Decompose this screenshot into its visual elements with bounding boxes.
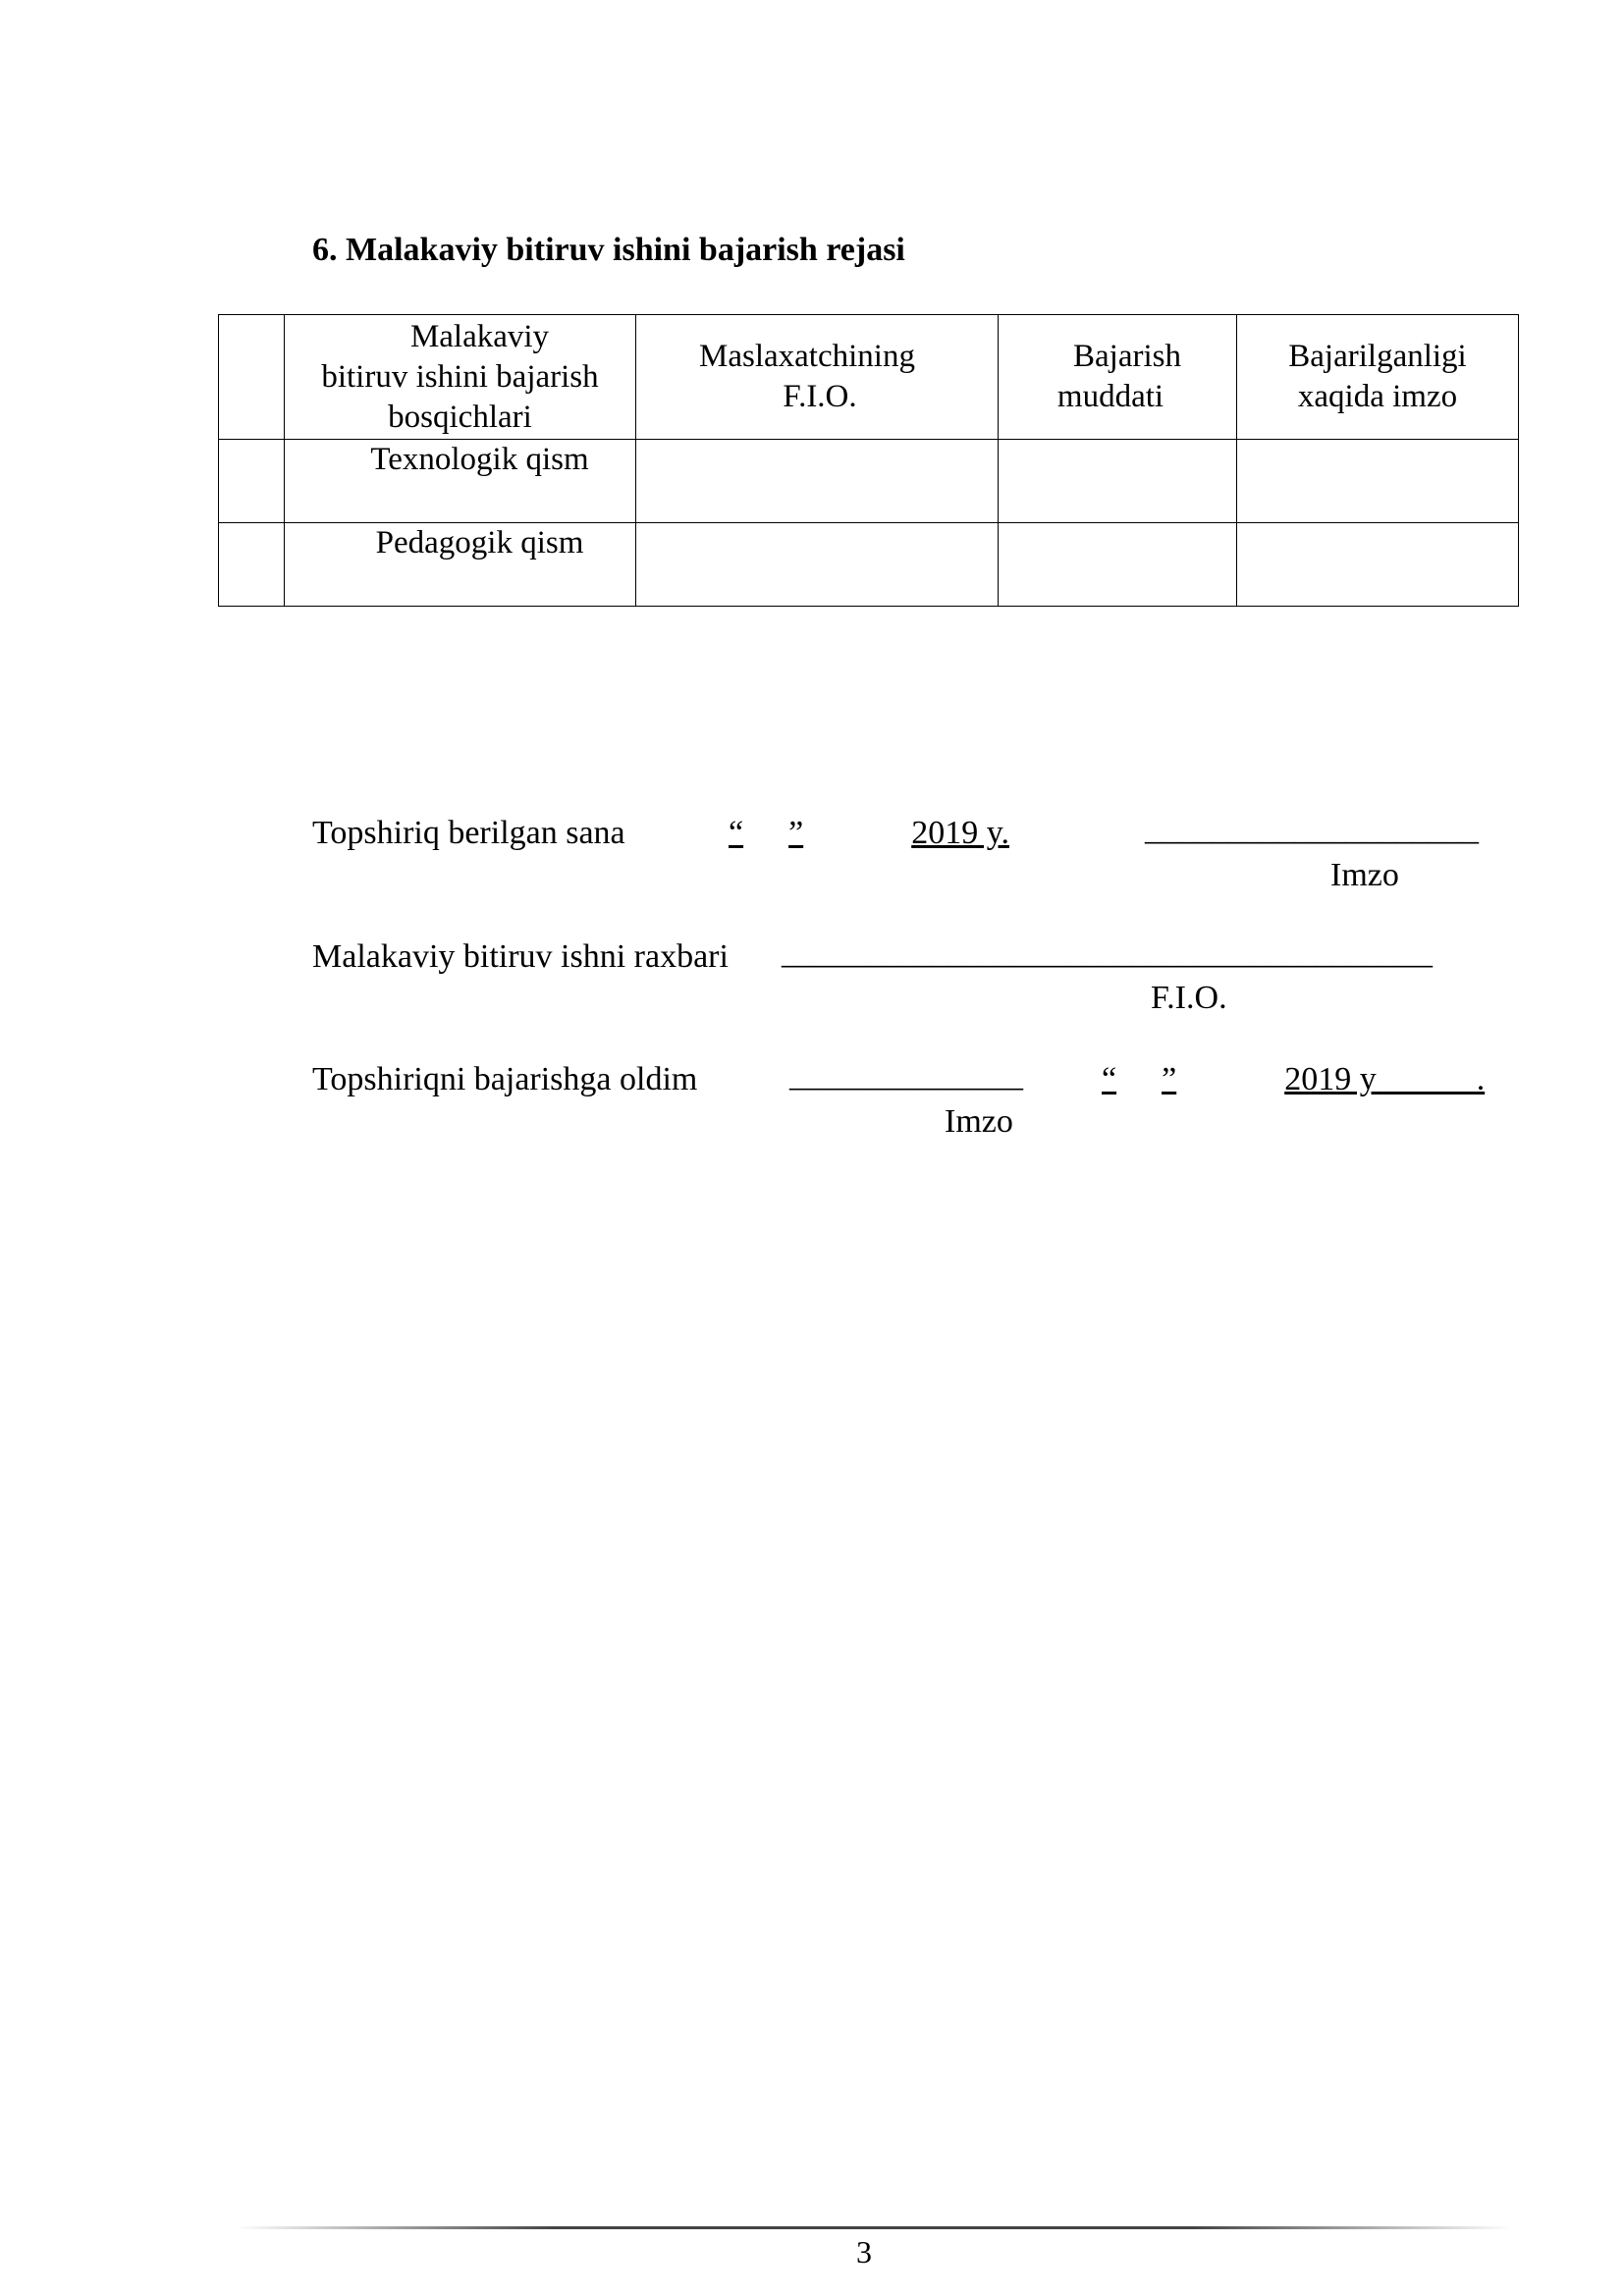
row-signature-cell bbox=[1237, 440, 1519, 523]
header-cell-stages bbox=[285, 315, 636, 440]
header-signature-line-1: Bajarilganligi bbox=[1288, 339, 1467, 374]
row-deadline-cell bbox=[999, 440, 1237, 523]
table-header-row bbox=[219, 315, 1519, 440]
section-number: 6 bbox=[312, 232, 329, 268]
table-row bbox=[219, 523, 1519, 607]
header-stages-line-2: bitiruv ishini bajarish bbox=[321, 359, 599, 395]
row-index-cell bbox=[219, 440, 285, 523]
header-signature-line-2: xaqida imzo bbox=[1297, 379, 1458, 414]
quote-close: ” bbox=[788, 815, 804, 851]
row-advisor-cell bbox=[636, 523, 999, 607]
header-advisor-line-2: F.I.O. bbox=[783, 379, 857, 414]
accepted-tail: ______. bbox=[1376, 1061, 1486, 1097]
row-deadline-cell bbox=[999, 523, 1237, 607]
row-index-cell bbox=[219, 523, 285, 607]
accepted-signature-caption: Imzo bbox=[945, 1103, 1013, 1140]
header-cell-advisor bbox=[636, 315, 999, 440]
assignment-signature-caption: Imzo bbox=[1330, 857, 1399, 893]
header-advisor-line-1: Maslaxatchining bbox=[699, 339, 915, 374]
row-stage-cell bbox=[285, 523, 636, 607]
header-stages-line-1: Malakaviy bbox=[409, 319, 550, 354]
accepted-signature-line: ______________ bbox=[789, 1057, 1023, 1094]
quote-open: “ bbox=[729, 815, 744, 851]
plan-table bbox=[218, 314, 1519, 607]
header-deadline-line-1: Bajarish bbox=[1073, 339, 1181, 374]
supervisor-name-line: _______________________________________ bbox=[782, 934, 1433, 971]
row-stage-label: Texnologik qism bbox=[370, 442, 589, 477]
section-heading: 6. Malakaviy bitiruv ishini bajarish rejasi bbox=[312, 232, 905, 268]
row-signature-cell bbox=[1237, 523, 1519, 607]
assignment-date-field bbox=[729, 815, 1019, 852]
accepted-year: 2019 y bbox=[1284, 1061, 1377, 1097]
accepted-date-field bbox=[1102, 1061, 1485, 1098]
row-stage-cell bbox=[285, 440, 636, 523]
header-stages-line-3: bosqichlari bbox=[388, 400, 532, 435]
assignment-signature-line: ____________________ bbox=[1145, 811, 1479, 847]
row-stage-label: Pedagogik qism bbox=[375, 525, 584, 561]
accepted-label: Topshiriqni bajarishga oldim bbox=[312, 1061, 698, 1097]
supervisor-label: Malakaviy bitiruv ishni raxbari bbox=[312, 938, 729, 975]
quote-open: “ bbox=[1102, 1061, 1117, 1097]
quote-close: ” bbox=[1162, 1061, 1177, 1097]
row-advisor-cell bbox=[636, 440, 999, 523]
header-cell-signature bbox=[1237, 315, 1519, 440]
assignment-date-label: Topshiriq berilgan sana bbox=[312, 815, 625, 851]
supervisor-name-caption: F.I.O. bbox=[1151, 980, 1227, 1016]
page-number: 3 bbox=[856, 2234, 872, 2269]
header-cell-deadline bbox=[999, 315, 1237, 440]
section-title: Malakaviy bitiruv ishini bajarish rejasi bbox=[346, 232, 905, 268]
assignment-year: 2019 y. bbox=[911, 815, 1009, 851]
header-deadline-line-2: muddati bbox=[1056, 379, 1164, 414]
header-cell-index bbox=[219, 315, 285, 440]
footer-rule bbox=[236, 2226, 1512, 2229]
table-row bbox=[219, 440, 1519, 523]
